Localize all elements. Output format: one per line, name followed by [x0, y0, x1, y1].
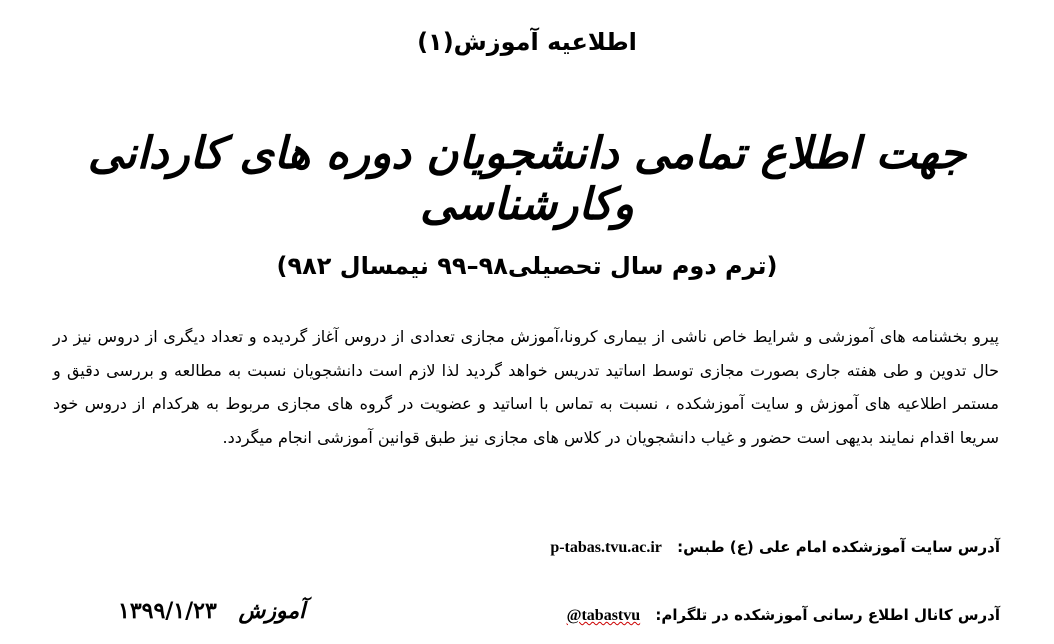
telegram-link[interactable]: @tabastvu: [566, 607, 641, 624]
announcement-body: پیرو بخشنامه های آموزشی و شرایط خاص ناشی از بیماری کرونا،آموزش مجازی تعدادی از دروس آغاز گردیده و تعداد دیگری از دروس نیز در حال تدوین و طی هفته جاری بصورت مجازی توسط اساتید تدریس خواهد گردید لذا لازم است دانشجویان نسبت به مطالعه و بررسی دقیق و مستمر اطلاعیه های آموزش و سایت آموزشکده ، نسبت به تماس با اساتید و عضویت در گروه های مجازی مربوط به هرکدام از دروس خود سریعا اقدام نمایند بدیهی است حضور و غیاب دانشجویان در کلاس های مجازی نیز طبق قوانین آموزشی انجام میگردد.: [53, 327, 999, 447]
audience-subheading: جهت اطلاع تمامی دانشجویان دوره های کاردانی وکارشناسی: [87, 128, 967, 230]
website-label: آدرس سایت آموزشکده امام علی (ع) طبس:: [677, 538, 1000, 556]
website-link[interactable]: p-tabas.tvu.ac.ir: [550, 539, 662, 556]
telegram-line: [567, 606, 1000, 625]
telegram-label: آدرس کانال اطلاع رسانی آموزشکده در تلگرام:: [655, 606, 1000, 624]
term-heading: (ترم دوم سال تحصیلی۹۸–۹۹ نیمسال ۹۸۲): [276, 252, 778, 280]
signoff: [118, 598, 305, 624]
signoff-name: آموزش: [238, 598, 306, 624]
announcement-heading: اطلاعیه آموزش(۱): [417, 28, 637, 56]
signoff-date: ۱۳۹۹/۱/۲۳: [118, 598, 217, 624]
website-line: [550, 538, 1000, 557]
